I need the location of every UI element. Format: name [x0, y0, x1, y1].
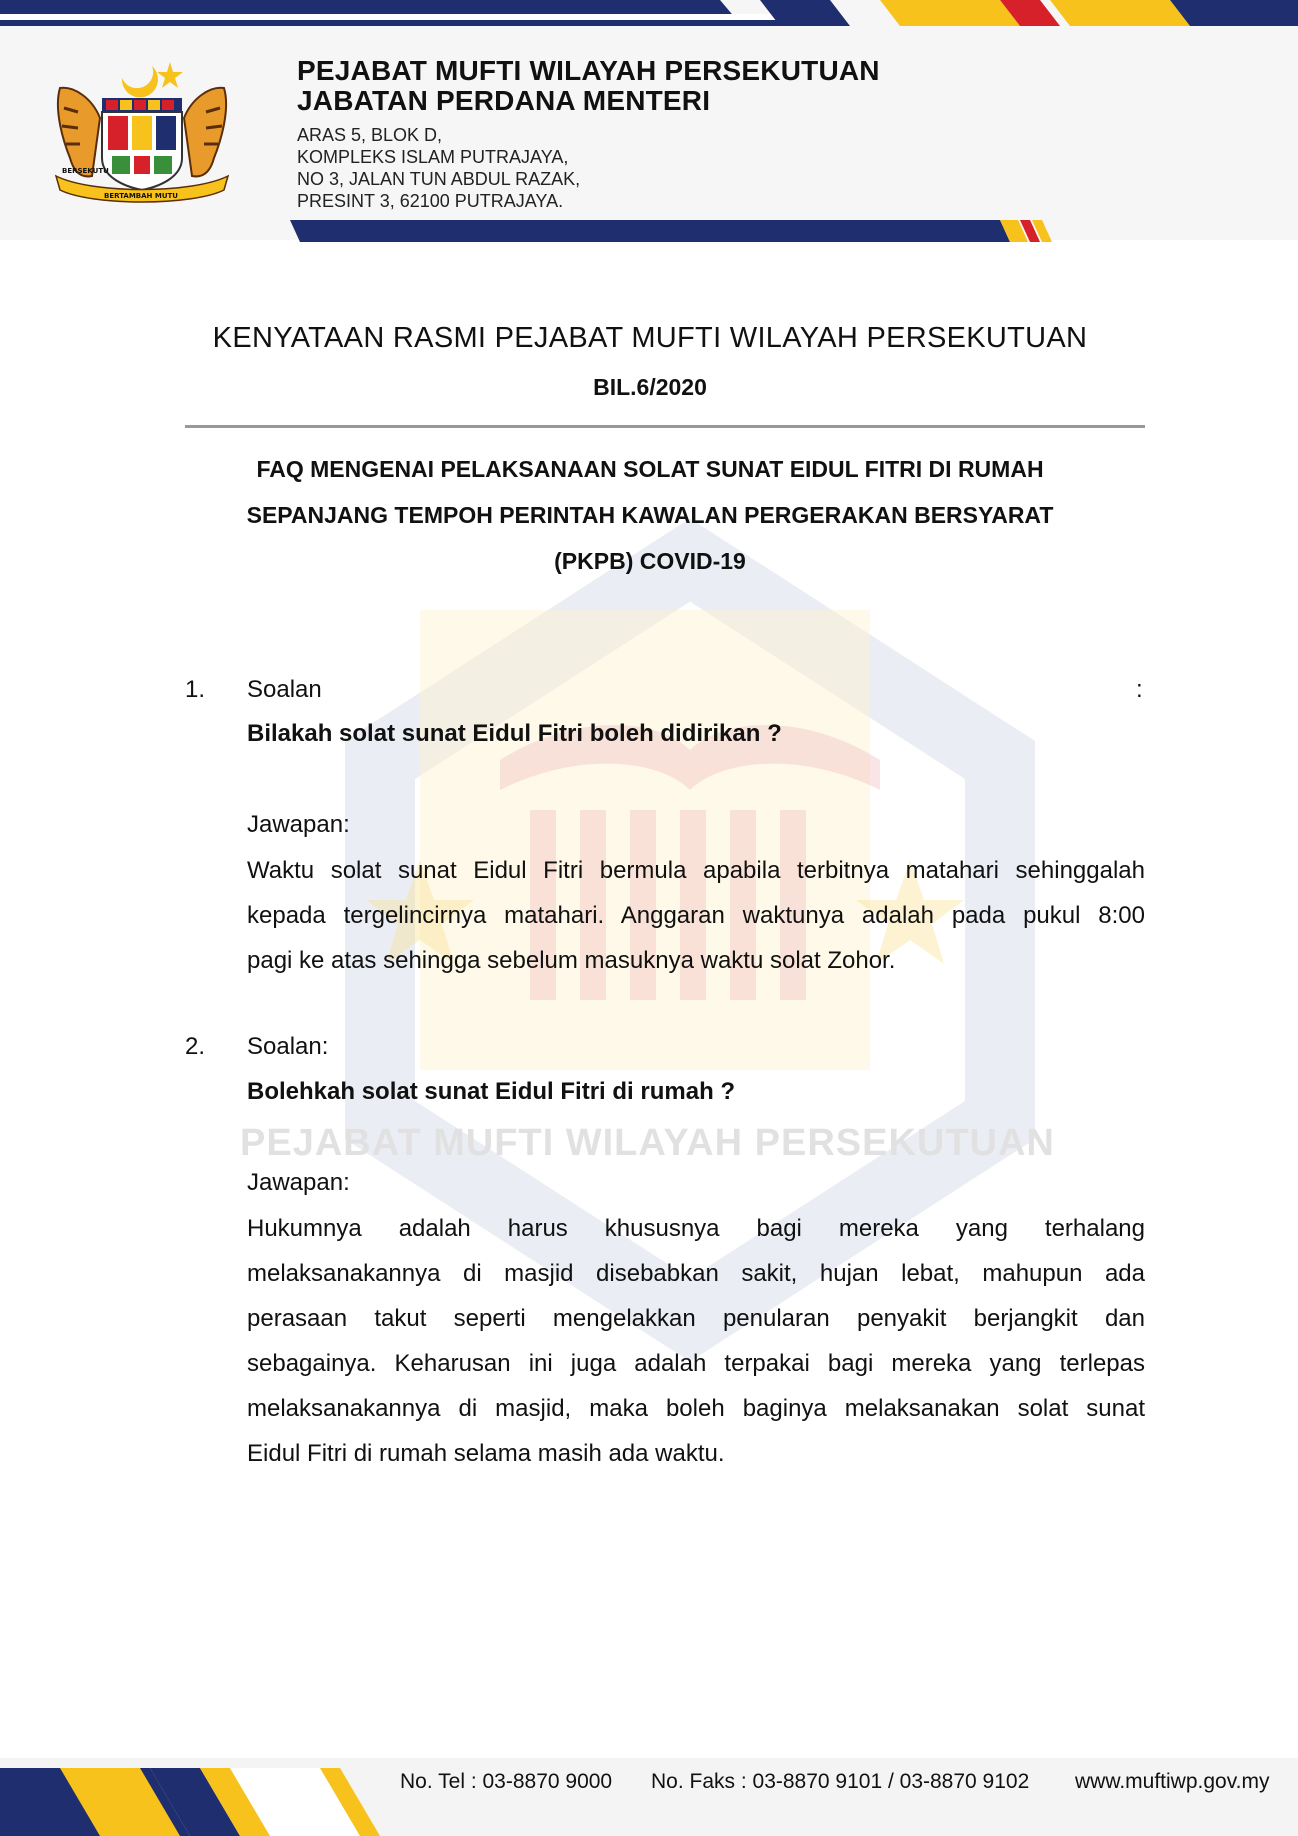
- answer-text: [247, 848, 1145, 983]
- answer-line: Hukumnya adalah harus khususnya bagi mereka yang terhalang: [247, 1215, 1145, 1242]
- answer-line: melaksanakannya di masjid, maka boleh baginya melaksanakan solat sunat: [247, 1395, 1145, 1422]
- faq-title-line: SEPANJANG TEMPOH PERINTAH KAWALAN PERGERAKAN BERSYARAT: [246, 502, 1054, 528]
- organization-name-line2: JABATAN PERDANA MENTERI: [297, 85, 711, 116]
- faq-title-line: FAQ MENGENAI PELAKSANAAN SOLAT SUNAT EIDUL FITRI DI RUMAH: [256, 456, 1044, 482]
- footer-stripes: [0, 1768, 420, 1836]
- item-number: 1.: [185, 676, 206, 703]
- item-number: 2.: [185, 1033, 206, 1060]
- answer-line: Eidul Fitri di rumah selama masih ada waktu.: [247, 1440, 725, 1467]
- answer-line: sebagainya. Keharusan ini juga adalah terpakai bagi mereka yang terlepas: [247, 1350, 1145, 1377]
- question-text: Bolehkah solat sunat Eidul Fitri di rumah ?: [247, 1078, 736, 1105]
- question-text: Bilakah solat sunat Eidul Fitri boleh didirikan ?: [247, 720, 782, 747]
- question-label: Soalan:: [247, 1033, 329, 1060]
- crest-motto: BERTAMBAH MUTU: [104, 192, 178, 200]
- organization-address: [297, 124, 580, 212]
- answer-label: Jawapan:: [247, 811, 350, 838]
- answer-line: melaksanakannya di masjid disebabkan sakit, hujan lebat, mahupun ada: [247, 1260, 1145, 1287]
- coat-of-arms-logo: [52, 58, 232, 206]
- organization-name-line1: PEJABAT MUFTI WILAYAH PERSEKUTUAN: [297, 55, 880, 86]
- faq-title-line: (PKPB) COVID-19: [554, 548, 746, 574]
- statement-title: KENYATAAN RASMI PEJABAT MUFTI WILAYAH PERSEKUTUAN: [212, 322, 1088, 354]
- statement-number: BIL.6/2020: [593, 374, 707, 400]
- answer-line: pagi ke atas sehingga sebelum masuknya waktu solat Zohor.: [247, 947, 896, 974]
- question-label-colon: :: [1136, 676, 1143, 703]
- question-label: Soalan: [247, 676, 322, 703]
- answer-line: Waktu solat sunat Eidul Fitri bermula apabila terbitnya matahari sehinggalah: [247, 857, 1145, 884]
- address-line: ARAS 5, BLOK D,: [297, 125, 443, 145]
- watermark-text: PEJABAT MUFTI WILAYAH PERSEKUTUAN: [240, 1122, 1055, 1164]
- letterhead-top-stripes: [0, 0, 1298, 26]
- answer-line: kepada tergelincirnya matahari. Anggaran waktunya adalah pada pukul 8:00: [247, 902, 1145, 929]
- address-line: NO 3, JALAN TUN ABDUL RAZAK,: [297, 169, 581, 189]
- title-divider: [185, 425, 1145, 428]
- answer-line: perasaan takut seperti mengelakkan penularan penyakit berjangkit dan: [247, 1305, 1145, 1332]
- address-line: PRESINT 3, 62100 PUTRAJAYA.: [297, 191, 564, 211]
- answer-label: Jawapan:: [247, 1169, 350, 1196]
- footer-fax: No. Faks : 03-8870 9101 / 03-8870 9102: [651, 1770, 1030, 1793]
- faq-title: [150, 446, 1150, 584]
- footer-website-link[interactable]: www.muftiwp.gov.my: [1075, 1770, 1270, 1793]
- letterhead-bottom-stripes: [0, 220, 1298, 242]
- organization-name: [297, 56, 880, 116]
- footer-telephone: No. Tel : 03-8870 9000: [400, 1770, 613, 1793]
- answer-text: [247, 1206, 1145, 1476]
- address-line: KOMPLEKS ISLAM PUTRAJAYA,: [297, 147, 569, 167]
- crest-motto-left: BERSEKUTU: [62, 167, 109, 175]
